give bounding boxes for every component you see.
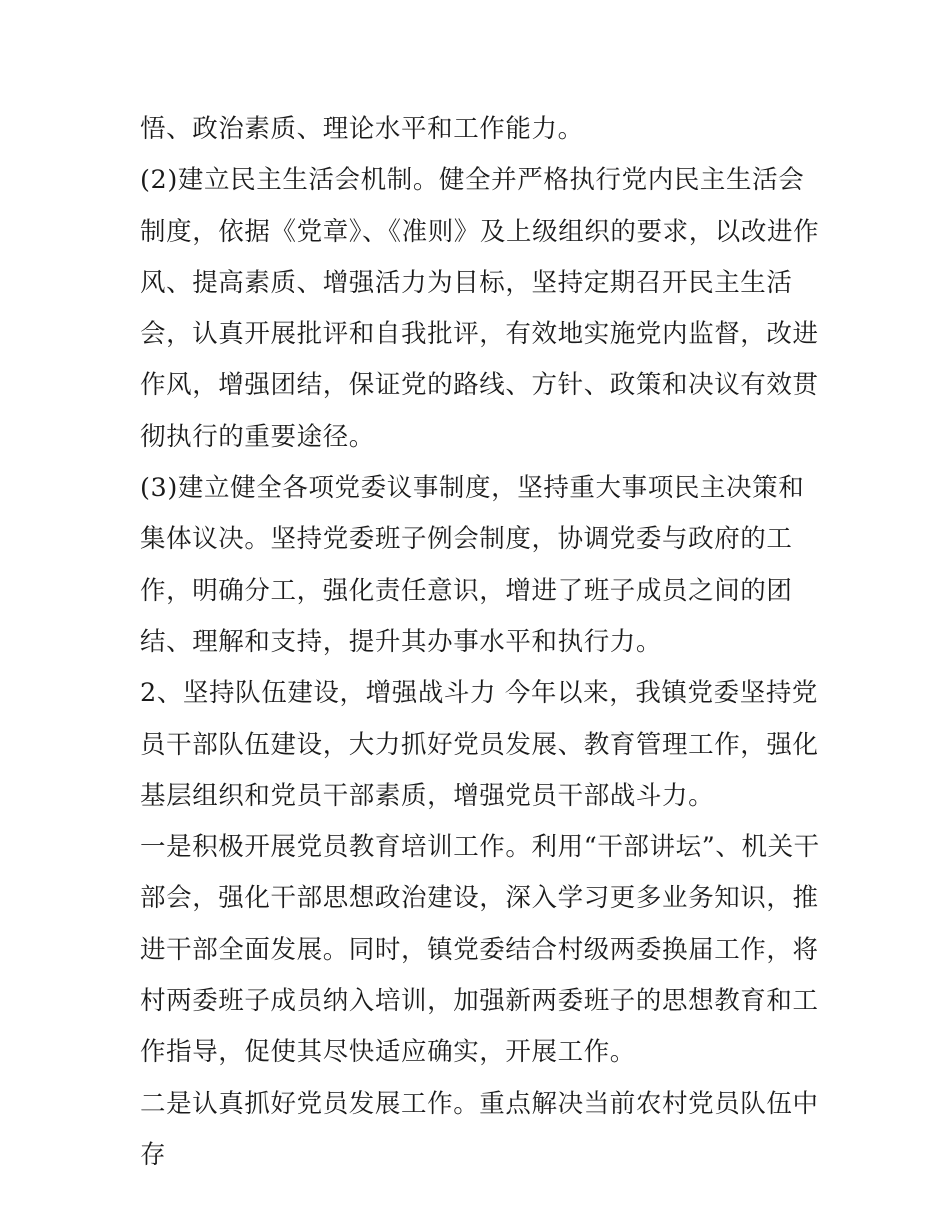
paragraph-education-training: 一是积极开展党员教育培训工作。利用“干部讲坛”、机关干部会，强化干部思想政治建设，深入学习更多业务知识，推进干部全面发展。同时，镇党委结合村级两委换届工作，将村两委班子成员纳入培训，加强新两委班子的思想教育和工作指导，促使其尽快适应确实，开展工作。: [140, 832, 820, 1068]
paragraph-party-committee-rules: (3)建立健全各项党委议事制度，坚持重大事项民主决策和集体议决。坚持党委班子例会制度，协调党委与政府的工作，明确分工，强化责任意识，增进了班子成员之间的团结、理解和支持，提升其办事水平和执行力。: [140, 473, 805, 657]
paragraph-member-development: 二是认真抓好党员发展工作。重点解决当前农村党员队伍中存: [140, 1088, 819, 1170]
document-body: [140, 104, 820, 1181]
paragraph-continuation: 悟、政治素质、理论水平和工作能力。: [140, 114, 584, 144]
paragraph-team-building: 2、坚持队伍建设，增强战斗力 今年以来，我镇党委坚持党员干部队伍建设，大力抓好党员发展、教育管理工作，强化基层组织和党员干部素质，增强党员干部战斗力。: [140, 678, 819, 811]
paragraph-democratic-life-meeting: (2)建立民主生活会机制。健全并严格执行党内民主生活会制度，依据《党章》、《准则》及上级组织的要求，以改进作风、提高素质、增强活力为目标，坚持定期召开民主生活会，认真开展批评和自我批评，有效地实施党内监督，改进作风，增强团结，保证党的路线、方针、政策和决议有效贯彻执行的重要途径。: [140, 165, 820, 452]
